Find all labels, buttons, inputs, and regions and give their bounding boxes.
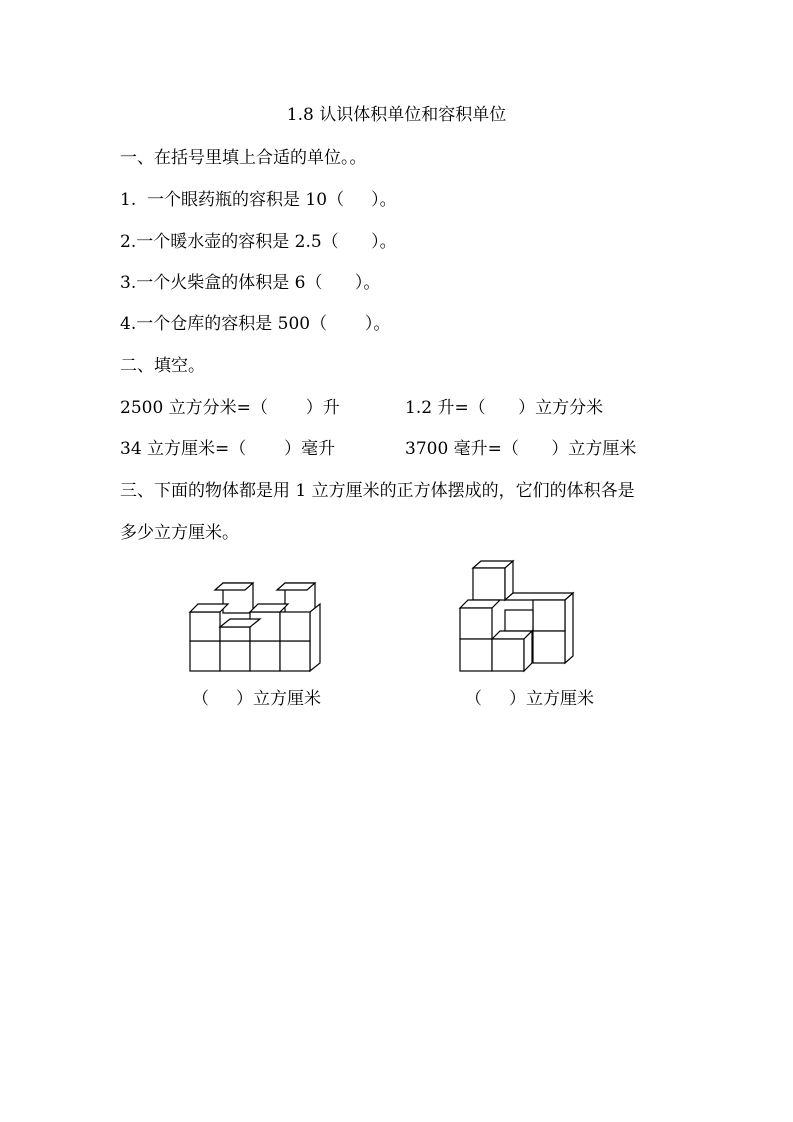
fill-blank-2: 1.2 升=（ ）立方分米	[405, 398, 604, 418]
cube-figure-2	[455, 558, 585, 678]
worksheet-title: 1.8 认识体积单位和容积单位	[286, 105, 507, 125]
cube-face	[190, 612, 220, 641]
question-2: 2.一个暖水壶的容积是 2.5（ ）。	[120, 232, 397, 252]
cube-face	[473, 568, 505, 600]
cube-face	[460, 639, 492, 671]
cube-face	[460, 600, 500, 608]
cube-face	[492, 639, 524, 671]
cube-face	[524, 631, 532, 671]
cube-face	[505, 610, 533, 631]
question-1: 1. 一个眼药瓶的容积是 10（ ）。	[120, 190, 397, 210]
cube-face	[505, 593, 573, 600]
cube-face	[250, 604, 288, 612]
cube-figure-1	[185, 575, 330, 675]
cube-face	[280, 612, 310, 641]
section-2-heading: 二、填空。	[120, 356, 205, 376]
question-3: 3.一个火柴盒的体积是 6（ ）。	[120, 273, 381, 293]
question-4: 4.一个仓库的容积是 500（ ）。	[120, 314, 391, 334]
cube-face	[280, 641, 310, 671]
section-3-heading-line-1: 三、下面的物体都是用 1 立方厘米的正方体摆成的，它们的体积各是	[120, 481, 635, 501]
answer-blank-1: （ ）立方厘米	[192, 689, 322, 709]
cube-face	[533, 631, 565, 663]
cube-face	[533, 600, 565, 631]
cube-face	[250, 612, 280, 641]
cube-face	[460, 608, 492, 639]
cube-face	[220, 641, 250, 671]
fill-blank-3: 34 立方厘米=（ ）毫升	[120, 439, 336, 459]
cube-face	[565, 593, 573, 663]
cube-face	[250, 641, 280, 671]
cube-face	[310, 604, 320, 671]
fill-blank-1: 2500 立方分米=（ ）升	[120, 398, 340, 418]
cube-face	[190, 604, 228, 612]
cube-face	[220, 627, 250, 641]
fill-blank-4: 3700 毫升=（ ）立方厘米	[405, 439, 637, 459]
cube-face	[190, 641, 220, 671]
section-1-heading: 一、在括号里填上合适的单位。。	[120, 148, 367, 168]
answer-blank-2: （ ）立方厘米	[465, 689, 595, 709]
section-3-heading-line-2: 多少立方厘米。	[120, 523, 239, 543]
